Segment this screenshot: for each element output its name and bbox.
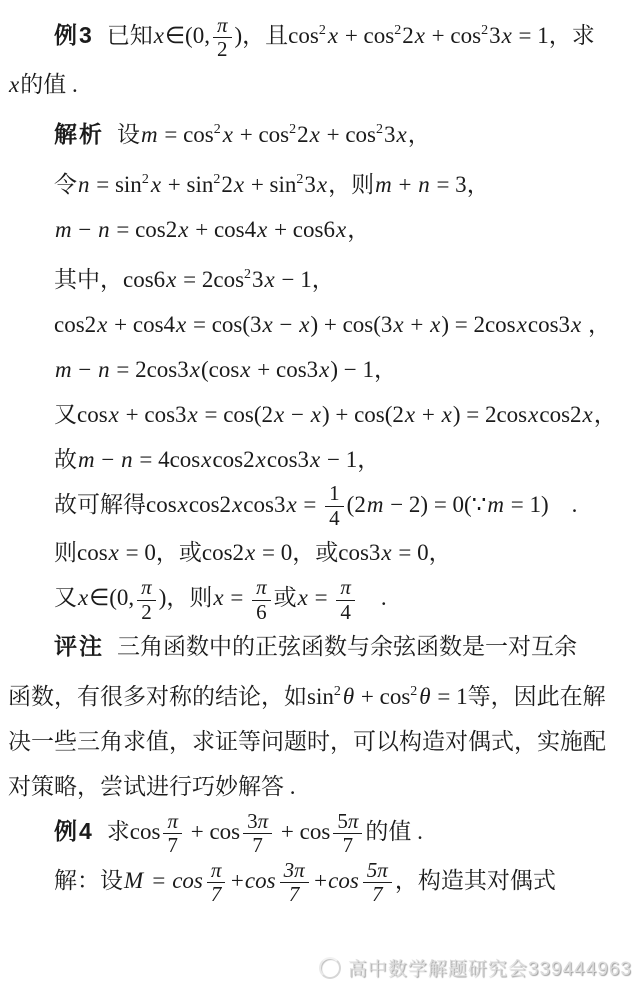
text-segment: x <box>245 540 256 566</box>
text-segment: x <box>9 71 20 97</box>
text-segment: 7 <box>372 882 383 907</box>
text-segment: ， <box>407 121 431 147</box>
text-segment: 2 <box>141 599 152 624</box>
text-segment: 三角函数中的正弦函数与余弦函数是一对互余 <box>117 634 577 660</box>
text-segment: cos2 <box>201 540 245 566</box>
text-segment: x <box>393 311 404 337</box>
text-segment: m <box>141 121 158 147</box>
text-segment: x <box>310 446 321 472</box>
numerator <box>252 576 271 601</box>
text-segment: 函数，有很多对称的结论，如 <box>8 684 307 710</box>
text-segment: x <box>97 311 108 337</box>
text-segment: m <box>375 171 392 197</box>
text-segment: x <box>189 356 200 382</box>
text-segment: cos6 <box>123 266 166 292</box>
text-segment: cos2 <box>212 446 255 472</box>
text-segment: = cos2 <box>110 216 178 242</box>
text-segment: π <box>141 575 152 600</box>
text-segment: x <box>582 401 593 427</box>
text-segment: = 4cos <box>133 446 201 472</box>
text-segment: = 2cos3 <box>110 356 189 382</box>
text-segment: = 0 <box>119 540 156 566</box>
text-segment: π <box>256 575 267 600</box>
watermark-text: 高中数学解题研究会339444963 <box>347 959 632 980</box>
fraction <box>243 810 272 858</box>
numerator <box>336 576 355 601</box>
text-segment: n <box>98 216 110 242</box>
text-segment: 求 <box>106 819 130 845</box>
text-segment: x <box>309 121 320 147</box>
text-segment: 已知 <box>106 23 153 48</box>
text-segment: 2 <box>297 121 309 147</box>
text-line <box>8 207 634 252</box>
text-segment: 5π <box>366 857 388 882</box>
text-segment: m <box>366 491 384 517</box>
text-segment: + cos3 <box>251 356 319 382</box>
text-segment: . <box>357 585 387 611</box>
text-segment: 又 <box>54 401 77 427</box>
text-segment: ) − 1 <box>330 356 375 382</box>
text-segment: cos3 <box>338 540 381 566</box>
text-segment: cos3 <box>243 491 286 517</box>
text-segment: 7 <box>167 833 178 858</box>
section-label: 评注 <box>54 633 104 660</box>
text-segment: 2 <box>213 171 221 187</box>
text-segment: + cos <box>425 23 482 48</box>
fraction <box>333 810 362 858</box>
text-segment: + cos <box>275 819 331 845</box>
text-segment: = 0 <box>392 540 429 566</box>
text-segment: x <box>381 540 392 566</box>
text-segment: x <box>571 311 582 337</box>
fraction <box>252 576 271 624</box>
numerator <box>280 859 309 884</box>
text-segment: x <box>166 266 177 292</box>
text-segment: x <box>286 491 297 517</box>
text-segment: n <box>98 356 110 382</box>
text-segment: + cos <box>339 23 395 48</box>
text-segment: cos <box>288 23 319 48</box>
text-segment: x <box>501 23 512 48</box>
text-segment: x <box>78 585 89 611</box>
numerator <box>207 859 226 884</box>
text-line <box>8 624 634 669</box>
text-segment: x <box>516 311 527 337</box>
text-segment: = cos <box>145 867 203 893</box>
text-line <box>8 858 634 907</box>
text-segment: M <box>124 867 144 893</box>
text-segment: = <box>297 491 323 517</box>
text-segment: ) + cos(2 <box>321 401 404 427</box>
text-segment: x <box>257 216 268 242</box>
denominator <box>368 883 387 907</box>
text-segment: x <box>222 121 233 147</box>
text-segment: ) = 2cos <box>441 311 516 337</box>
text-segment: − <box>285 401 310 427</box>
text-segment: ， <box>582 311 611 337</box>
text-segment: + sin <box>162 171 214 197</box>
fraction <box>207 859 226 907</box>
denominator <box>163 834 182 858</box>
text-segment: 其中， <box>54 266 123 292</box>
text-segment: m <box>487 491 504 517</box>
text-segment: ， <box>311 266 335 292</box>
denominator <box>325 507 344 531</box>
text-segment: x <box>327 23 339 48</box>
denominator <box>248 834 267 858</box>
text-segment: = sin <box>90 171 142 197</box>
text-segment: n <box>418 171 430 197</box>
text-segment: 3 <box>383 121 396 147</box>
text-segment: +cos <box>229 867 276 893</box>
text-segment: x <box>396 121 407 147</box>
text-segment: 等，因此在解 <box>467 684 606 710</box>
text-line <box>8 392 634 437</box>
text-segment: − <box>95 446 121 472</box>
text-segment: 对策略，尝试进行巧妙解答 . <box>8 774 296 800</box>
fraction <box>280 859 309 907</box>
text-segment: sin <box>307 684 334 710</box>
text-segment: + cos <box>320 121 376 147</box>
text-line <box>8 530 634 575</box>
text-line <box>8 302 634 347</box>
text-line <box>8 252 634 302</box>
section-label: 例4 <box>54 818 94 845</box>
text-segment: 2 <box>402 23 414 48</box>
text-segment: + cos3 <box>119 401 187 427</box>
text-segment: (2 <box>346 491 366 517</box>
text-segment: π <box>340 575 351 600</box>
text-segment: + cos4 <box>189 216 257 242</box>
text-segment: = cos <box>158 121 214 147</box>
text-segment: + cos4 <box>108 311 176 337</box>
text-segment: = cos(2 <box>198 401 274 427</box>
text-segment: x <box>177 491 188 517</box>
text-segment: x <box>316 171 328 197</box>
text-segment: − <box>72 356 98 382</box>
text-segment: cos <box>129 819 161 845</box>
text-segment: cos <box>77 540 108 566</box>
text-segment: + cos6 <box>268 216 335 242</box>
text-segment: n <box>78 171 90 197</box>
text-segment: = <box>308 585 334 611</box>
text-segment: 6 <box>256 599 267 624</box>
text-segment: 3π <box>283 857 305 882</box>
text-segment: x <box>108 540 119 566</box>
text-segment: x <box>108 401 119 427</box>
text-segment: 2 <box>216 37 228 62</box>
text-line <box>8 669 634 719</box>
denominator <box>339 834 358 858</box>
text-segment: n <box>121 446 133 472</box>
text-segment: ， <box>347 216 371 242</box>
fraction <box>213 14 232 62</box>
text-line <box>8 575 634 624</box>
text-segment: 设 <box>117 121 140 147</box>
text-segment: x <box>255 446 266 472</box>
text-segment: m <box>55 356 72 382</box>
text-segment: + <box>416 401 441 427</box>
text-segment: ，则 <box>328 171 375 197</box>
numerator <box>137 576 156 601</box>
text-segment: x <box>240 356 251 382</box>
text-segment: 7 <box>342 833 354 858</box>
text-segment: cos <box>146 491 177 517</box>
text-segment: ) + cos(3 <box>310 311 393 337</box>
text-segment: ∈(0, <box>89 585 135 611</box>
text-segment: 2 <box>141 171 149 187</box>
text-segment: π <box>210 857 222 882</box>
text-segment: 故可解得 <box>54 491 146 517</box>
text-segment: + cos <box>233 121 290 147</box>
fraction <box>137 576 156 624</box>
text-segment: 7 <box>210 882 222 907</box>
text-segment: 2 <box>333 684 341 700</box>
text-segment: x <box>150 171 162 197</box>
denominator <box>207 883 226 907</box>
text-segment: x <box>232 491 243 517</box>
text-segment: 2 <box>318 23 326 38</box>
text-segment: (cos <box>200 356 240 382</box>
text-segment: 4 <box>329 505 340 530</box>
text-segment: ，或 <box>155 540 202 566</box>
text-segment: = 1 <box>431 684 468 710</box>
text-segment: − <box>72 216 98 242</box>
text-segment: ，则 <box>166 585 213 611</box>
text-line <box>8 107 634 157</box>
text-segment: x <box>233 171 245 197</box>
denominator <box>213 38 232 62</box>
text-line <box>8 437 634 482</box>
watermark <box>319 954 632 981</box>
text-segment: 2 <box>213 121 221 137</box>
text-line <box>8 719 634 764</box>
denominator <box>285 883 304 907</box>
numerator <box>243 810 272 835</box>
text-segment: − 1 <box>321 446 358 472</box>
section-label: 例3 <box>54 22 94 48</box>
text-segment: x <box>264 266 275 292</box>
text-segment: 2 <box>394 23 402 38</box>
text-segment: ，且 <box>242 23 289 48</box>
text-segment: 又 <box>54 585 77 611</box>
text-segment: 1 <box>329 481 340 506</box>
text-segment: x <box>178 216 189 242</box>
text-segment: = <box>224 585 250 611</box>
text-segment: cos3 <box>527 311 571 337</box>
denominator <box>137 601 156 625</box>
text-segment: 3 <box>304 171 316 197</box>
text-line <box>8 482 634 531</box>
text-segment: 5 <box>337 808 348 833</box>
text-segment: = 1 <box>512 23 549 48</box>
text-segment: cos <box>77 401 108 427</box>
text-segment: 2 <box>375 121 383 137</box>
text-segment: 的值 . <box>20 71 78 97</box>
section-label: 解析 <box>54 120 104 147</box>
text-segment: x <box>335 216 347 242</box>
numerator <box>163 810 182 835</box>
text-segment: cos2 <box>54 311 97 337</box>
text-segment: 2 <box>244 266 252 282</box>
text-segment: = 2cos <box>177 266 245 292</box>
text-segment: cos2 <box>539 401 582 427</box>
text-segment: ) <box>158 585 167 611</box>
text-segment: cos2 <box>188 491 232 517</box>
text-segment: 令 <box>54 171 77 197</box>
text-segment: 3 <box>247 808 258 833</box>
fraction <box>325 482 344 530</box>
text-segment: 2 <box>481 23 489 38</box>
text-segment: x <box>441 401 452 427</box>
text-segment: 或 <box>273 585 297 611</box>
text-segment: − 1 <box>275 266 312 292</box>
text-segment: 7 <box>252 833 263 858</box>
text-segment: x <box>153 23 165 48</box>
text-segment: + cos <box>185 819 241 845</box>
watermark-logo-icon <box>319 957 341 979</box>
text-segment: π <box>216 12 228 37</box>
text-line <box>8 8 634 62</box>
text-segment: 故 <box>54 446 77 472</box>
text-segment: 2 <box>296 171 304 187</box>
text-segment: 3 <box>489 23 501 48</box>
fraction <box>163 810 182 858</box>
numerator <box>325 482 344 507</box>
text-segment: 2 <box>410 684 418 700</box>
text-segment: ，或 <box>292 540 339 566</box>
text-segment: + <box>392 171 418 197</box>
text-segment: x <box>187 401 198 427</box>
text-segment: x <box>176 311 187 337</box>
text-segment: x <box>404 401 416 427</box>
text-segment: x <box>201 446 212 472</box>
text-segment: cos3 <box>266 446 310 472</box>
text-segment: x <box>414 23 425 48</box>
text-segment: 决一些三角求值，求证等问题时，可以构造对偶式，实施配 <box>8 729 606 755</box>
text-segment: + <box>404 311 430 337</box>
denominator <box>336 601 355 625</box>
text-line <box>8 157 634 207</box>
text-segment: m <box>55 216 72 242</box>
text-segment: x <box>213 585 224 611</box>
text-segment: x <box>310 401 321 427</box>
text-segment: +cos <box>312 867 359 893</box>
text-segment: − 2) = 0(∵ <box>384 491 487 517</box>
text-segment: ， <box>374 356 398 382</box>
text-segment: − <box>273 311 299 337</box>
text-segment: x <box>430 311 441 337</box>
text-segment: 的值 . <box>365 819 423 845</box>
text-segment: = 3 <box>430 171 467 197</box>
text-segment: = 0 <box>256 540 293 566</box>
text-segment: ∈(0, <box>165 23 210 48</box>
text-segment: ， <box>428 540 452 566</box>
text-line <box>8 764 634 809</box>
numerator <box>213 14 232 39</box>
text-segment: 4 <box>340 599 351 624</box>
text-segment: x <box>262 311 273 337</box>
text-line <box>8 62 634 107</box>
text-segment: 3 <box>252 266 264 292</box>
text-segment: π <box>257 808 269 833</box>
text-segment: ，构造其对偶式 <box>394 867 556 893</box>
fraction <box>336 576 355 624</box>
text-segment: θ <box>342 684 355 710</box>
text-segment: m <box>78 446 95 472</box>
text-segment: + cos <box>355 684 411 710</box>
text-segment: 2 <box>289 121 297 137</box>
text-segment: ) <box>234 23 243 48</box>
text-segment: π <box>347 808 359 833</box>
text-segment: x <box>297 585 308 611</box>
text-segment: ， <box>357 446 381 472</box>
text-segment: ) = 2cos <box>452 401 528 427</box>
text-segment: 7 <box>288 882 300 907</box>
text-segment: + sin <box>245 171 297 197</box>
text-segment: x <box>528 401 539 427</box>
text-segment: θ <box>419 684 431 710</box>
text-segment: = cos(3 <box>187 311 262 337</box>
text-segment: x <box>274 401 285 427</box>
text-segment: ， <box>593 401 617 427</box>
text-segment: ，求 <box>548 23 595 48</box>
text-segment: ， <box>466 171 490 197</box>
text-segment: π <box>167 808 178 833</box>
text-segment: 2 <box>221 171 233 197</box>
text-segment: . <box>548 491 578 517</box>
text-segment: 解：设 <box>54 867 123 893</box>
text-line <box>8 347 634 392</box>
fraction <box>363 859 392 907</box>
text-line <box>8 809 634 858</box>
denominator <box>252 601 271 625</box>
text-segment: x <box>319 356 330 382</box>
text-segment: = 1) <box>504 491 549 517</box>
text-segment: 则 <box>54 540 77 566</box>
text-segment: x <box>299 311 310 337</box>
numerator <box>363 859 392 884</box>
numerator <box>333 810 362 835</box>
